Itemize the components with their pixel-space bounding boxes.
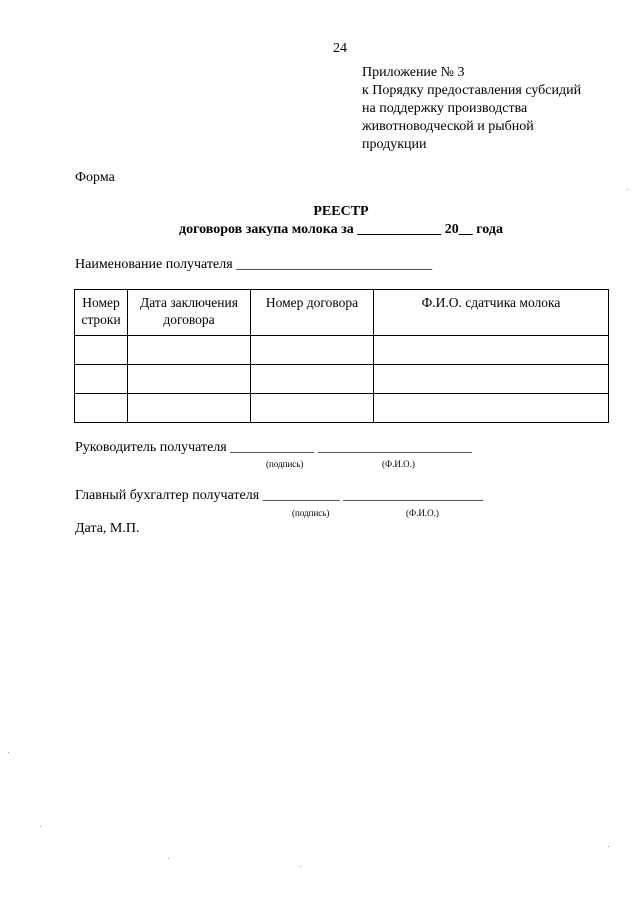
table-cell [75,394,128,423]
table-cell [251,365,374,394]
table-cell [374,365,609,394]
accountant-signature-line: Главный бухгалтер получателя ___________ ____________________ [75,488,484,503]
appendix-note [362,64,581,154]
header-contract-date: Дата заключения договора [128,290,251,336]
document-title: РЕЕСТР [313,204,369,219]
page-number: 24 [333,41,347,56]
table-cell [128,336,251,365]
scan-speck [40,826,41,827]
appendix-line: животноводческой и рыбной [362,119,534,134]
header-supplier-name: Ф.И.О. сдатчика молока [374,290,609,336]
table-cell [251,336,374,365]
scan-speck [627,189,628,190]
scan-speck [8,752,9,753]
scan-speck [300,866,301,867]
accountant-sign-caption: (подпись) [292,508,330,518]
form-label: Форма [75,170,115,185]
table-header-row [75,290,609,336]
table-row [75,336,609,365]
table-cell [374,336,609,365]
header-row-number: Номер строки [75,290,128,336]
table-cell [128,394,251,423]
table-cell [75,365,128,394]
table-cell [75,336,128,365]
appendix-line: на поддержку производства [362,101,528,116]
scan-speck [608,846,609,847]
date-stamp: Дата, М.П. [75,521,140,536]
appendix-line: Приложение № 3 [362,65,465,80]
accountant-name-caption: (Ф.И.О.) [406,508,439,518]
table-row [75,394,609,423]
head-name-caption: (Ф.И.О.) [382,459,415,469]
scan-speck [168,858,169,859]
head-signature-line: Руководитель получателя ____________ ______________________ [75,440,472,455]
appendix-line: к Порядку предоставления субсидий [362,83,582,98]
recipient-name-field: Наименование получателя ____________________________ [75,257,433,272]
header-contract-number: Номер договора [251,290,374,336]
table-cell [374,394,609,423]
head-sign-caption: (подпись) [266,459,304,469]
registry-table [74,289,609,423]
table-cell [128,365,251,394]
appendix-line: продукции [362,137,427,152]
table-row [75,365,609,394]
document-subtitle: договоров закупа молока за ____________ 20__ года [179,222,503,237]
table-cell [251,394,374,423]
